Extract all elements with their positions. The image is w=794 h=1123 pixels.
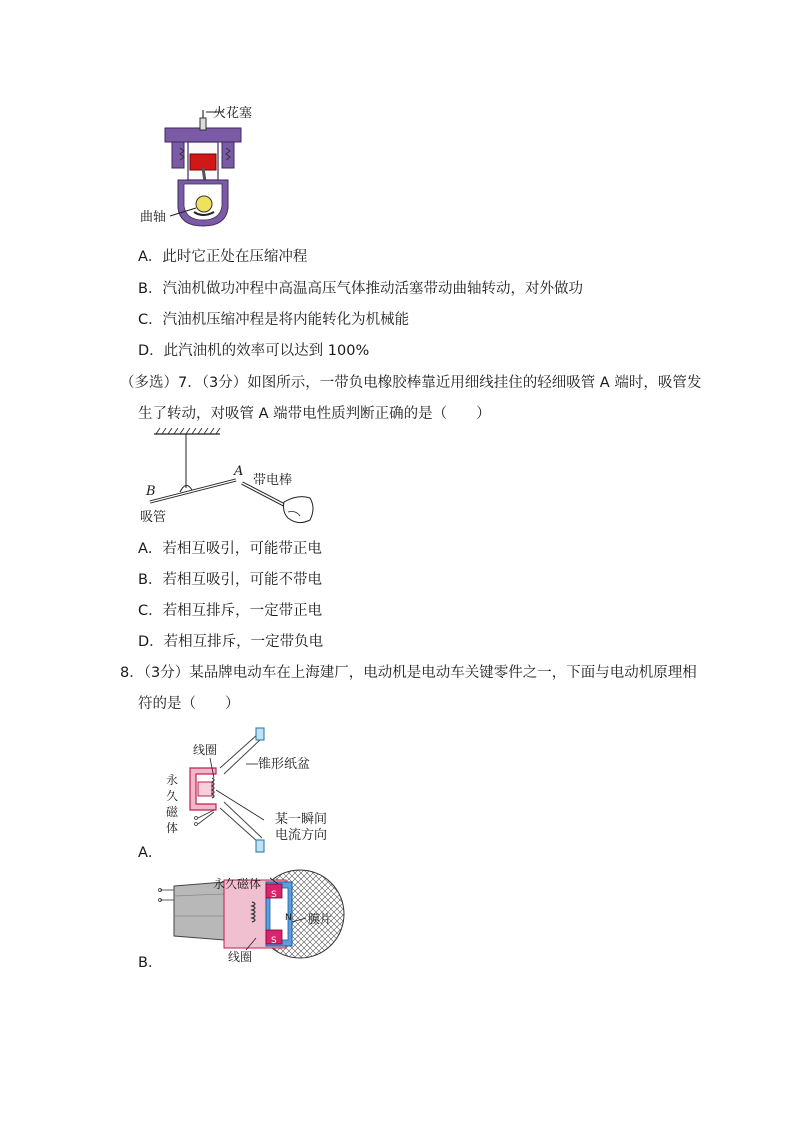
straw-end-a-label: A xyxy=(234,464,244,479)
magnet-label-a-2: 久 xyxy=(166,789,179,803)
pole-s-bottom: S xyxy=(271,936,277,946)
q8-option-b: B． xyxy=(138,955,163,971)
cone-label: 锥形纸盆 xyxy=(258,757,311,772)
pole-n: N xyxy=(285,913,292,923)
straw-label: 吸管 xyxy=(140,510,167,525)
magnet-label-a-1: 永 xyxy=(166,773,179,787)
straw-end-b-label: B xyxy=(146,484,156,499)
coil-label-b: 线圈 xyxy=(228,950,253,964)
straw-diagram xyxy=(138,428,328,528)
current-label-1: 某一瞬间 xyxy=(275,812,328,827)
q7-option-d: D．若相互排斥，一定带负电 xyxy=(138,634,324,650)
q7-option-a: A．若相互吸引，可能带正电 xyxy=(138,541,322,557)
magnet-label-a-3: 磁 xyxy=(166,805,179,819)
charged-rod-label: 带电棒 xyxy=(253,473,293,488)
q8-option-a: A． xyxy=(138,845,163,861)
q7-stem-line2: 生了转动，对吸管 A 端带电性质判断正确的是（ ） xyxy=(138,406,491,422)
pole-s-top: S xyxy=(271,890,277,900)
q6-option-c: C．汽油机压缩冲程是将内能转化为机械能 xyxy=(138,312,410,328)
q8-stem-line2: 符的是（ ） xyxy=(138,696,240,712)
q7-stem-line1: （多选）7．（3分）如图所示，一带负电橡胶棒靠近用细线挂住的轻细吸管 A 端时，吸管发 xyxy=(120,375,702,391)
magnet-label-b: 永久磁体 xyxy=(213,877,262,891)
crankshaft-label: 曲轴 xyxy=(140,210,167,225)
q7-option-b: B．若相互吸引，可能不带电 xyxy=(138,572,322,588)
q6-option-d: D．此汽油机的效率可以达到 100% xyxy=(138,343,370,359)
q6-option-a: A．此时它正处在压缩冲程 xyxy=(138,249,308,265)
magnet-label-a-4: 体 xyxy=(166,821,179,835)
q7-option-c: C．若相互排斥，一定带正电 xyxy=(138,603,323,619)
q6-option-b: B．汽油机做功冲程中高温高压气体推动活塞带动曲轴转动，对外做功 xyxy=(138,281,583,297)
spark-plug-label: 火花塞 xyxy=(213,106,253,121)
q8-stem-line1: 8．（3分）某品牌电动车在上海建厂，电动机是电动车关键零件之一，下面与电动机原理相 xyxy=(120,665,697,681)
current-label-2: 电流方向 xyxy=(275,828,328,843)
coil-label-a: 线圈 xyxy=(193,743,218,757)
diaphragm-label: 膜片 xyxy=(308,912,333,926)
